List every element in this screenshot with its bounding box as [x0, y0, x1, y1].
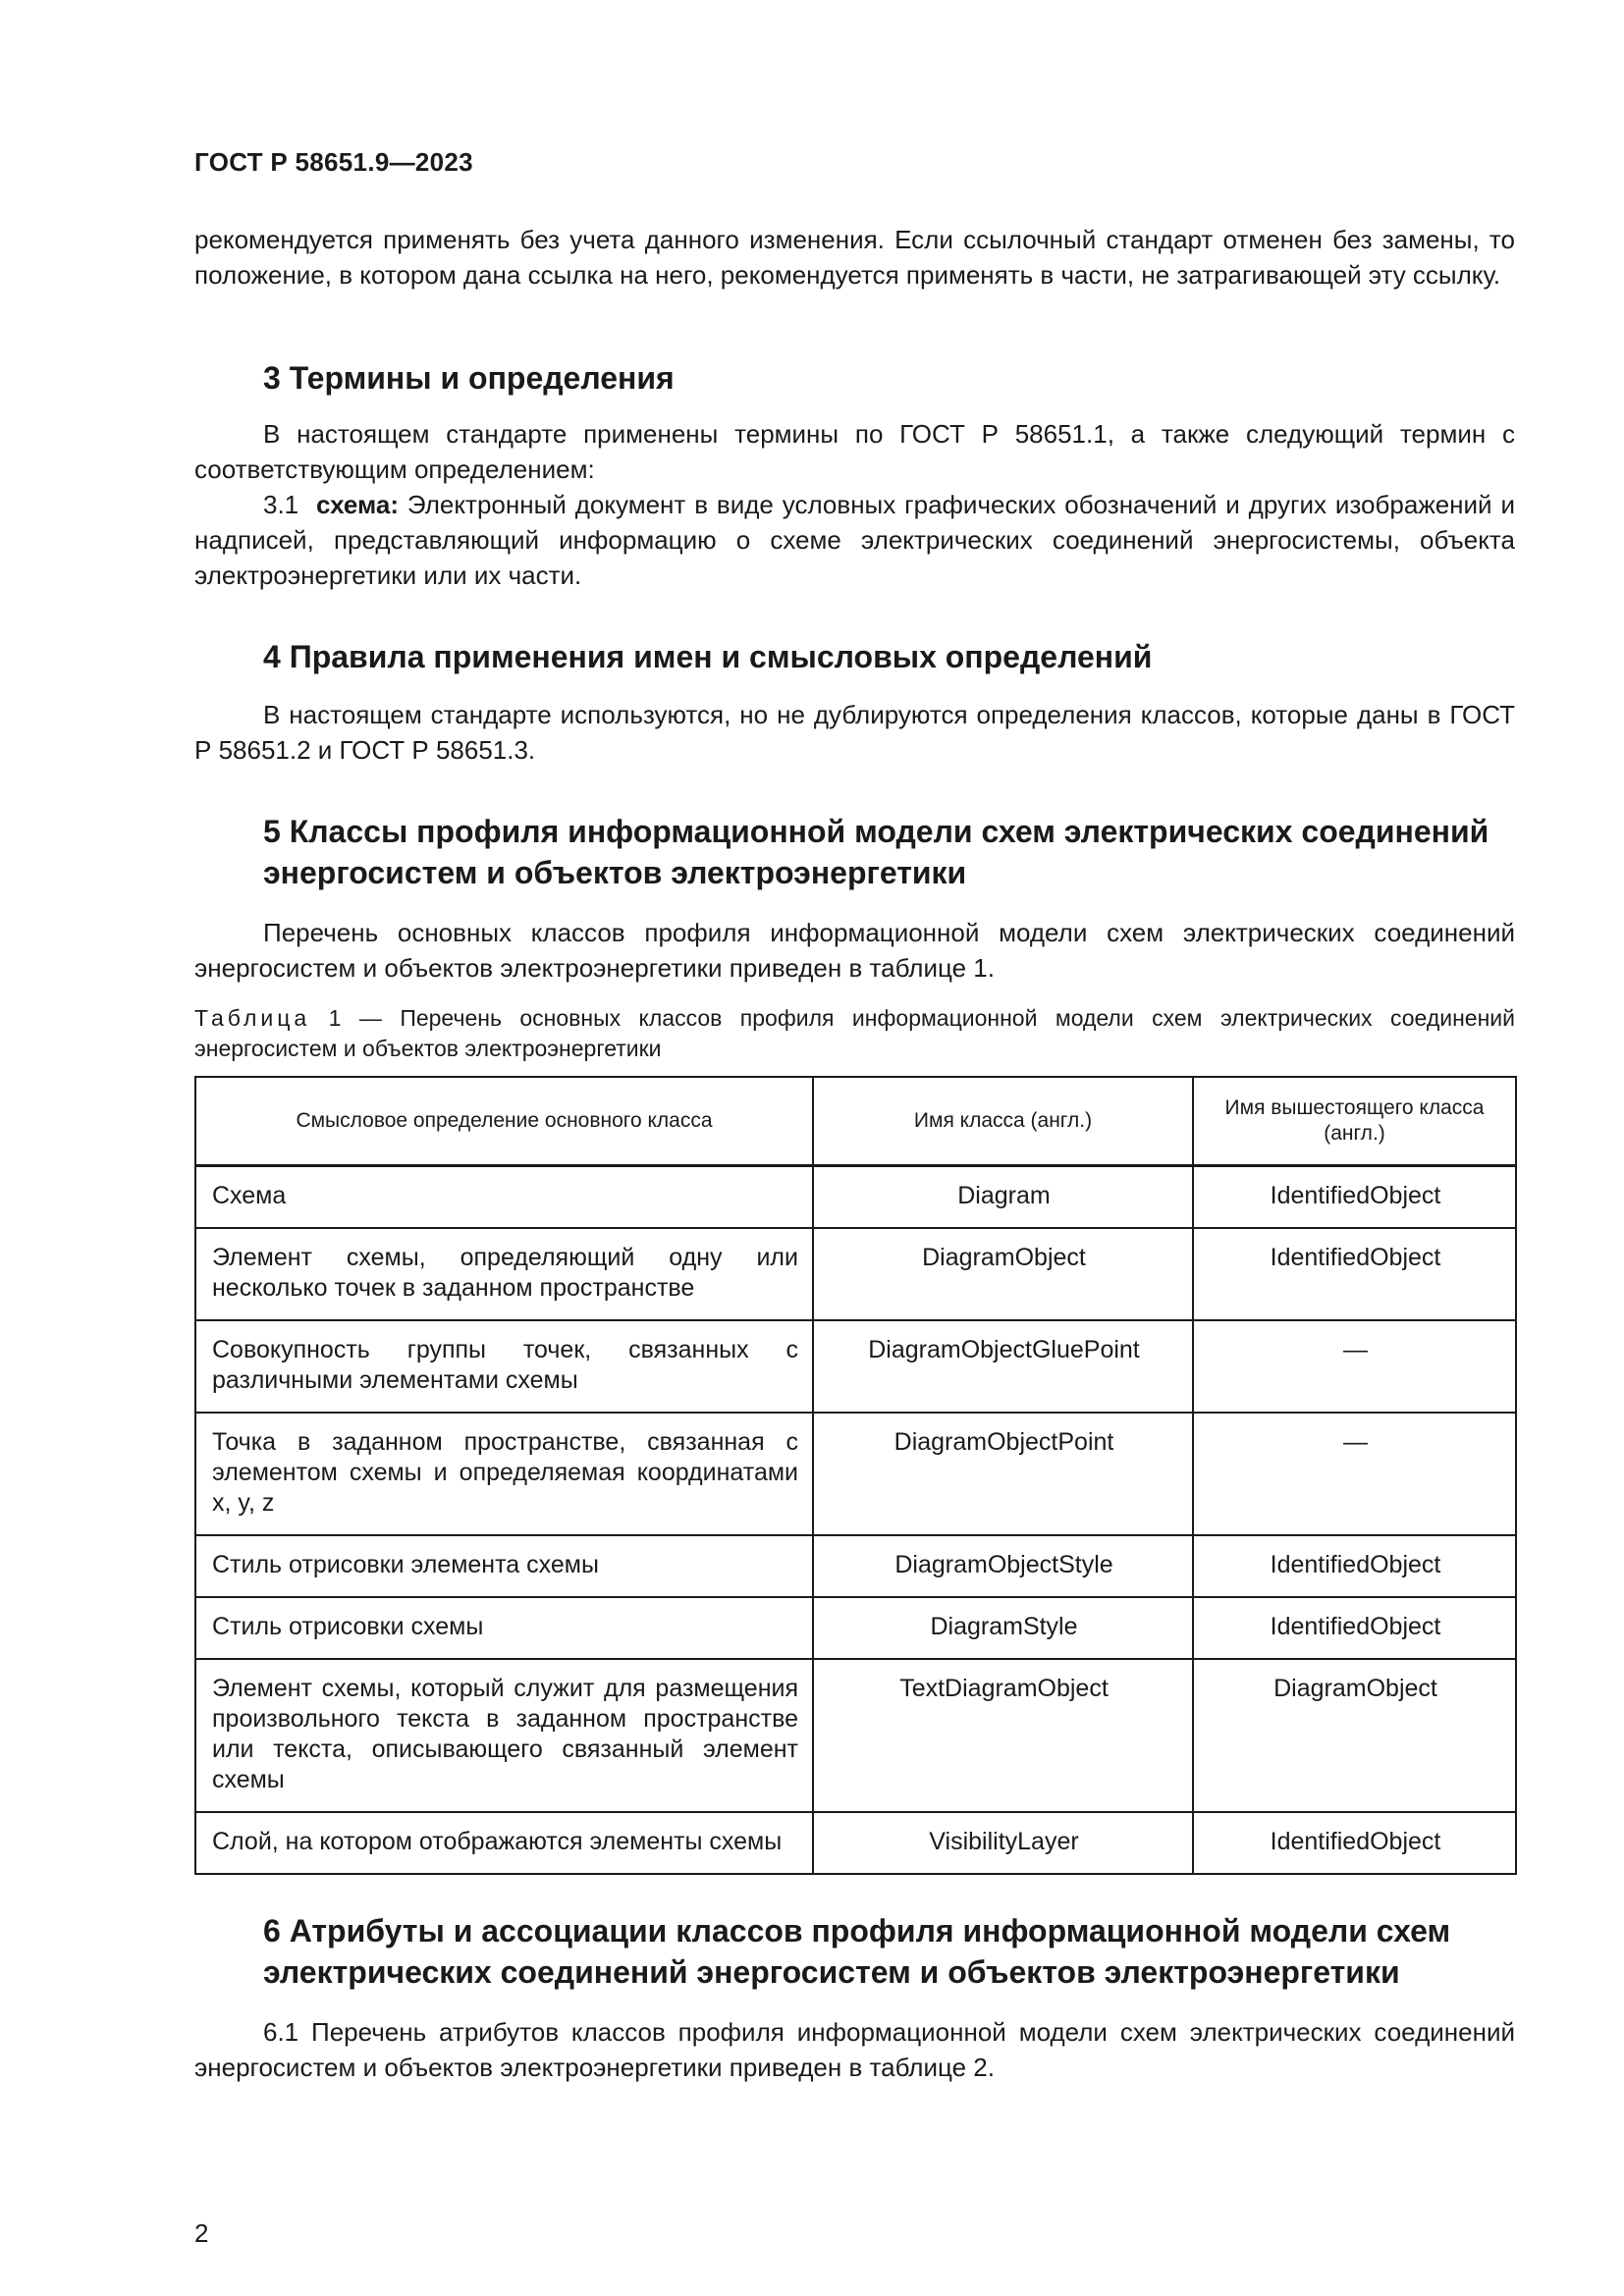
parent-class-name: IdentifiedObject — [1193, 1597, 1516, 1659]
class-definition: Элемент схемы, который служит для размещения произвольного текста в заданном пространстве или текста, описывающего связанный элемент схемы — [195, 1659, 813, 1812]
section-6-paragraph: 6.1 Перечень атрибутов классов профиля информационной модели схем электрических соединений энергосистем и объектов электроэнергетики приведен в таблице 2. — [194, 2017, 1515, 2082]
column-header-class-name: Имя класса (англ.) — [813, 1077, 1193, 1166]
section-4-title: 4 Правила применения имен и смысловых определений — [263, 639, 1153, 674]
class-name: DiagramObjectGluePoint — [813, 1320, 1193, 1413]
parent-class-name: IdentifiedObject — [1193, 1166, 1516, 1229]
term-number: 3.1 — [263, 490, 299, 519]
class-name: DiagramObjectPoint — [813, 1413, 1193, 1535]
term-definition — [194, 487, 1515, 593]
page-content — [194, 222, 1515, 2085]
section-4-paragraph: В настоящем стандарте используются, но не дублируются определения классов, которые даны в ГОСТ Р 58651.2 и ГОСТ Р 58651.3. — [194, 700, 1515, 765]
section-6-title: 6 Атрибуты и ассоциации классов профиля информационной модели схем электрических соединений энергосистем и объектов электроэнергетики — [263, 1913, 1451, 1990]
class-definition: Слой, на котором отображаются элементы схемы — [195, 1812, 813, 1874]
class-name: DiagramStyle — [813, 1597, 1193, 1659]
table-row — [195, 1320, 1516, 1413]
table-row — [195, 1659, 1516, 1812]
parent-class-name: DiagramObject — [1193, 1659, 1516, 1812]
section-5-paragraph: Перечень основных классов профиля информационной модели схем электрических соединений энергосистем и объектов электроэнергетики приведен в таблице 1. — [194, 918, 1515, 983]
table-row — [195, 1413, 1516, 1535]
classes-table — [194, 1076, 1517, 1875]
parent-class-name: IdentifiedObject — [1193, 1228, 1516, 1320]
parent-class-name: IdentifiedObject — [1193, 1535, 1516, 1597]
continuation-paragraph: рекомендуется применять без учета данного изменения. Если ссылочный стандарт отменен без замены, то положение, в котором дана ссылка на него, рекомендуется применять в части, не затрагивающей эту ссылку. — [194, 225, 1515, 290]
class-name: TextDiagramObject — [813, 1659, 1193, 1812]
class-definition: Совокупность группы точек, связанных с различными элементами схемы — [195, 1320, 813, 1413]
section-3-paragraph: В настоящем стандарте применены термины по ГОСТ Р 58651.1, а также следующий термин с соответствующим определением: — [194, 419, 1515, 484]
class-definition: Стиль отрисовки схемы — [195, 1597, 813, 1659]
class-definition: Схема — [195, 1166, 813, 1229]
table-row — [195, 1535, 1516, 1597]
table-caption-label: Таблица — [194, 1005, 311, 1031]
section-3-title: 3 Термины и определения — [263, 360, 675, 396]
table-header-row — [195, 1077, 1516, 1166]
parent-class-name: — — [1193, 1320, 1516, 1413]
table-caption-text: 1 — Перечень основных классов профиля информационной модели схем электрических соединений энергосистем и объектов электроэнергетики — [194, 1005, 1516, 1061]
column-header-definition: Смысловое определение основного класса — [195, 1077, 813, 1166]
parent-class-name: IdentifiedObject — [1193, 1812, 1516, 1874]
parent-class-name: — — [1193, 1413, 1516, 1535]
term-name: схема: — [315, 490, 400, 519]
term-text: Электронный документ в виде условных графических обозначений и других изображений и надписей, представляющий информацию о схеме электрических соединений энергосистемы, объекта электроэнергетики или их части. — [194, 490, 1516, 590]
table-row — [195, 1597, 1516, 1659]
section-5-title: 5 Классы профиля информационной модели схем электрических соединений энергосистем и объектов электроэнергетики — [263, 814, 1489, 890]
class-name: VisibilityLayer — [813, 1812, 1193, 1874]
table-1-caption — [194, 1003, 1515, 1064]
class-definition: Точка в заданном пространстве, связанная с элементом схемы и определяемая координатами x, y, z — [195, 1413, 813, 1535]
class-name: Diagram — [813, 1166, 1193, 1229]
column-header-parent-class: Имя вышестоящего класса (англ.) — [1193, 1077, 1516, 1166]
class-name: DiagramObject — [813, 1228, 1193, 1320]
class-name: DiagramObjectStyle — [813, 1535, 1193, 1597]
page-number: 2 — [194, 2218, 209, 2248]
table-row — [195, 1228, 1516, 1320]
class-definition: Элемент схемы, определяющий одну или несколько точек в заданном пространстве — [195, 1228, 813, 1320]
document-header: ГОСТ Р 58651.9—2023 — [194, 147, 473, 177]
table-row — [195, 1812, 1516, 1874]
class-definition: Стиль отрисовки элемента схемы — [195, 1535, 813, 1597]
table-row — [195, 1166, 1516, 1229]
